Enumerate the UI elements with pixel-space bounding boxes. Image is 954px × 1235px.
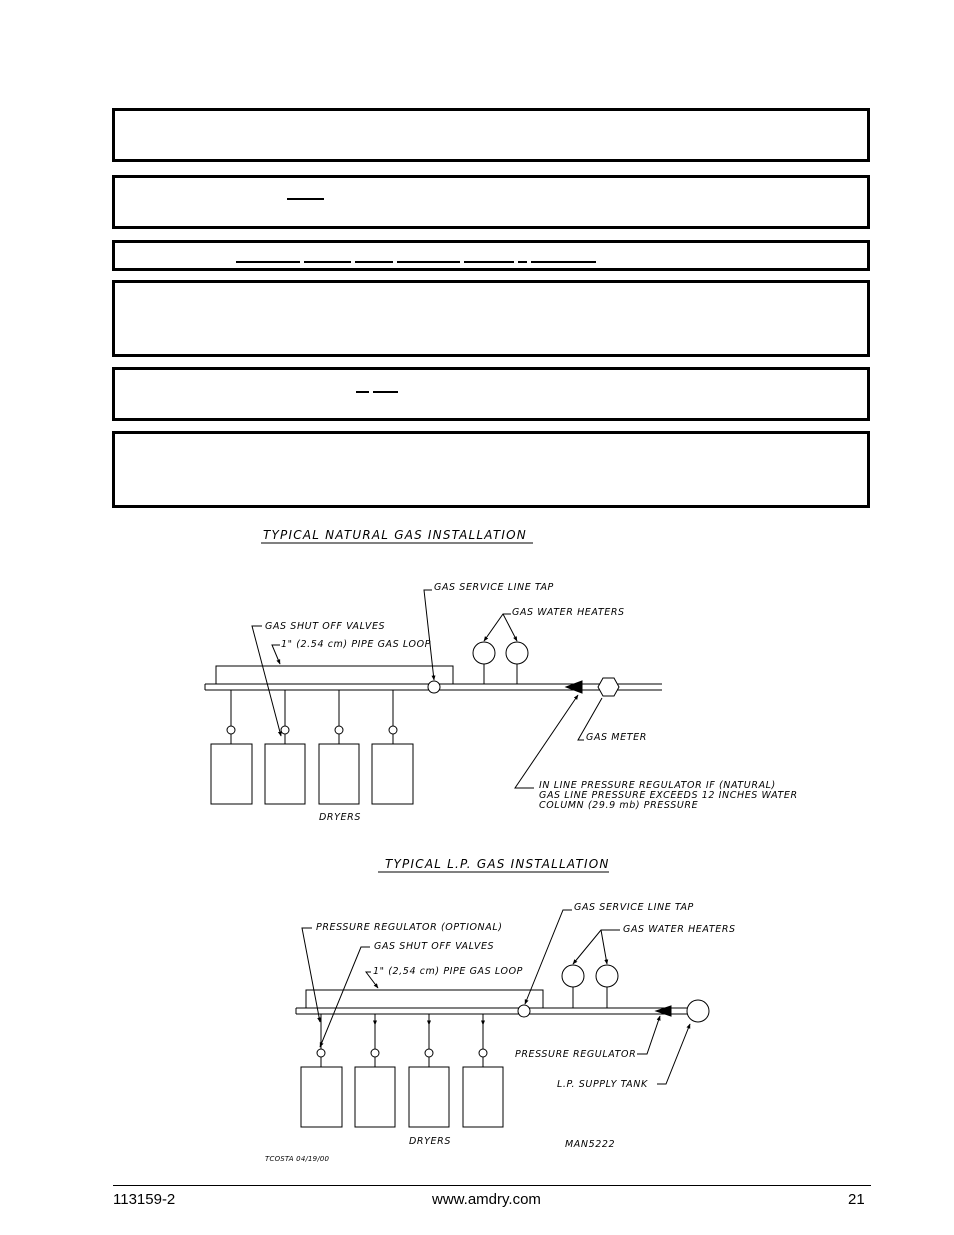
pipe-gas-loop	[216, 666, 453, 684]
natural-gas-diagram	[205, 528, 798, 823]
label-pressure-reg-optional: PRESSURE REGULATOR (OPTIONAL)	[316, 922, 503, 933]
dryer-units	[301, 1014, 503, 1127]
dryer-units	[211, 690, 413, 804]
label-pressure-reg: PRESSURE REGULATOR	[515, 1049, 637, 1060]
water-heater-circle	[506, 642, 528, 664]
page-number: 21	[848, 1191, 865, 1208]
label-pipe-loop: 1" (2,54 cm) PIPE GAS LOOP	[373, 966, 523, 977]
diagram1-title: TYPICAL NATURAL GAS INSTALLATION	[263, 528, 527, 542]
label-pipe-loop: 1" (2.54 cm) PIPE GAS LOOP	[281, 639, 431, 650]
label-regulator-1: IN LINE PRESSURE REGULATOR IF (NATURAL)	[539, 780, 776, 791]
label-service-tap: GAS SERVICE LINE TAP	[434, 582, 554, 593]
label-regulator-2: GAS LINE PRESSURE EXCEEDS 12 INCHES WATER	[539, 790, 798, 801]
label-meter: GAS METER	[586, 732, 647, 743]
lp-gas-diagram	[265, 857, 736, 1163]
label-dryers: DRYERS	[319, 812, 361, 823]
lp-supply-tank	[687, 1000, 709, 1022]
service-tap-circle	[518, 1005, 530, 1017]
water-heater-circle	[473, 642, 495, 664]
water-heater-circle	[562, 965, 584, 987]
gas-meter-hex	[598, 678, 619, 696]
service-tap-circle	[428, 681, 440, 693]
label-water-heaters: GAS WATER HEATERS	[512, 607, 625, 618]
doc-number: 113159-2	[113, 1191, 176, 1208]
label-drawing-no: MAN5222	[565, 1139, 616, 1150]
label-supply-tank: L.P. SUPPLY TANK	[557, 1079, 648, 1090]
label-shut-off: GAS SHUT OFF VALVES	[374, 941, 495, 952]
water-heater-circle	[596, 965, 618, 987]
pipe-gas-loop	[306, 990, 543, 1008]
label-water-heaters: GAS WATER HEATERS	[623, 924, 736, 935]
label-regulator-3: COLUMN (29.9 mb) PRESSURE	[539, 800, 699, 811]
label-service-tap: GAS SERVICE LINE TAP	[574, 902, 694, 913]
label-drafter: TCOSTA 04/19/00	[265, 1155, 330, 1163]
footer-rule	[113, 1185, 871, 1186]
label-shut-off: GAS SHUT OFF VALVES	[265, 621, 386, 632]
diagram2-title: TYPICAL L.P. GAS INSTALLATION	[385, 857, 610, 871]
label-dryers: DRYERS	[409, 1136, 451, 1147]
website-link[interactable]: www.amdry.com	[432, 1191, 541, 1208]
